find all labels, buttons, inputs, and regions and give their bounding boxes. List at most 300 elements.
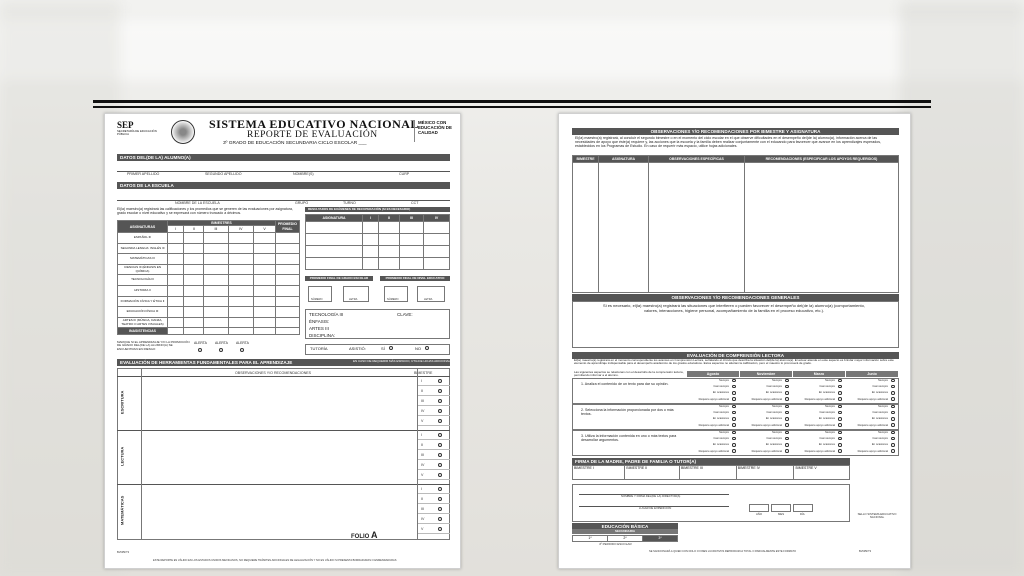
- grade-cell[interactable]: [204, 233, 228, 244]
- reading-level-label: Casi siempre: [713, 385, 729, 389]
- reading-item: 1. Analiza el contenido de un texto para dar su opinión.: [581, 382, 669, 386]
- grade-cell[interactable]: [254, 296, 276, 307]
- reading-level-radio[interactable]: [732, 423, 736, 427]
- recovery-table: [305, 214, 450, 270]
- recovery-period: II: [379, 215, 399, 222]
- year-box: [749, 504, 769, 512]
- reading-level-radio[interactable]: [785, 443, 789, 447]
- reading-level-label: Siempre: [718, 431, 729, 434]
- alert-2: ALERTA: [215, 341, 228, 345]
- tools-bim-label: II: [421, 389, 423, 393]
- reading-level-label: Requiere apoyo adicional: [857, 449, 888, 453]
- reading-level-label: Casi siempre: [872, 411, 888, 415]
- field-label-curp: CURP: [399, 172, 410, 176]
- enfasis-label: ÉNFASIS:: [309, 319, 330, 324]
- student-section-title: DATOS DEL(DE LA) ALUMNO(A): [117, 154, 450, 161]
- grade-cell[interactable]: [276, 264, 300, 275]
- tech-label: TECNOLOGÍA III: [309, 312, 344, 317]
- recovery-period: I: [363, 215, 379, 222]
- tools-title: EVALUACIÓN DE HERRAMIENTAS FUNDAMENTALES PARA EL APRENDIZAJE: [117, 359, 450, 366]
- table-row: [118, 275, 300, 286]
- alert-checkbox[interactable]: [240, 348, 244, 352]
- sig-bim: BIMESTRE III: [679, 466, 736, 480]
- recovery-col: ASIGNATURA: [306, 215, 363, 222]
- field-label-cct: CCT: [411, 201, 419, 205]
- table-row: [118, 233, 300, 244]
- absences-label: INASISTENCIAS: [118, 328, 168, 335]
- reading-level-label: Requiere apoyo adicional: [751, 423, 782, 427]
- reading-level-radio[interactable]: [732, 417, 736, 421]
- calidad-logo: [414, 120, 454, 142]
- reading-month: Noviembre: [740, 371, 792, 377]
- reading-level-label: Casi siempre: [713, 437, 729, 441]
- grade-cell[interactable]: [276, 285, 300, 296]
- reading-level-radio[interactable]: [785, 391, 789, 395]
- tools-bim-radio[interactable]: [438, 527, 442, 531]
- tools-bim-radio[interactable]: [438, 443, 442, 447]
- reading-level-label: Requiere apoyo adicional: [751, 449, 782, 453]
- calidad-logo-text: MÉXICO CON EDUCACIÓN DE CALIDAD: [418, 120, 452, 136]
- obs-section-text: El(la) maestro(a) registrará, al concluir el segundo bimestre o en el momento del ciclo escolar en el que observe dificultades en el desempeño del(de la) alumno(a), información acerca de las necesidades de apoyo que éste(a) requiere y, las acciones que la escuela y la familia deben realizar conjuntamente con el educando para favorecer que avance en los aprendizajes esperados, establecidos en los Programas de Estudio. En caso de requerir más espacio, utilice hojas adicionales.: [575, 136, 881, 149]
- reading-level-radio[interactable]: [785, 417, 789, 421]
- reading-level-radio[interactable]: [785, 431, 789, 435]
- reading-level-radio[interactable]: [891, 423, 895, 427]
- reading-level-radio[interactable]: [891, 397, 895, 401]
- grade-cell[interactable]: [254, 317, 276, 328]
- basic-grades: [572, 535, 678, 542]
- right-page: [558, 113, 911, 569]
- basic-grade: 1º: [573, 536, 608, 542]
- grade-cell[interactable]: [228, 285, 254, 296]
- basic-title: EDUCACIÓN BÁSICA: [572, 523, 678, 530]
- reading-level-radio[interactable]: [838, 449, 842, 453]
- tools-bim-radio[interactable]: [438, 409, 442, 413]
- promedio-nivel-label: PROMEDIO FINAL DE NIVEL EDUCATIVO: [380, 276, 450, 281]
- field-label-turno: TURNO: [343, 201, 356, 205]
- reading-level-radio[interactable]: [891, 449, 895, 453]
- grade-cell[interactable]: [254, 307, 276, 318]
- grade-cell[interactable]: [276, 296, 300, 307]
- field-label-grupo: GRUPO: [295, 201, 309, 205]
- table-row: [118, 254, 300, 265]
- tools-row-line: [417, 385, 450, 386]
- month-box: [771, 504, 791, 512]
- tools-section-divider: [117, 376, 450, 377]
- table-row: [118, 243, 300, 254]
- asistio-label: ASISTIÓ:: [349, 346, 366, 351]
- basic-sub: SECUNDARIA: [572, 529, 678, 534]
- reading-level-label: Siempre: [771, 405, 782, 408]
- reading-level-label: En ocasiones: [712, 443, 729, 447]
- disciplina-label: DISCIPLINA:: [309, 333, 336, 338]
- tools-section-label: LECTURA: [119, 446, 125, 466]
- grado-letra-label: LETRA: [349, 298, 358, 301]
- grade-cell[interactable]: [276, 233, 300, 244]
- reading-level-radio[interactable]: [838, 443, 842, 447]
- reading-level-label: Casi siempre: [713, 411, 729, 415]
- reading-level-radio[interactable]: [838, 431, 842, 435]
- tools-note: EN CASO DE REQUERIR MÁS ESPACIO, UTILICE HOJAS ADICIONALES: [353, 359, 455, 363]
- subject-name: TECNOLOGÍA III: [118, 275, 168, 286]
- grade-cell[interactable]: [168, 307, 184, 318]
- reading-level-radio[interactable]: [732, 379, 736, 383]
- reading-level-radio[interactable]: [838, 379, 842, 383]
- place-label: LUGAR DE EXPEDICIÓN: [639, 506, 672, 510]
- grade-cell[interactable]: [204, 243, 228, 254]
- reading-level-radio[interactable]: [785, 423, 789, 427]
- alert-checkbox[interactable]: [198, 348, 202, 352]
- reading-level-label: En ocasiones: [712, 391, 729, 395]
- tools-bim-radio[interactable]: [438, 473, 442, 477]
- recovery-period: IV: [424, 215, 450, 222]
- reading-level-label: Casi siempre: [819, 385, 835, 389]
- reading-level-label: Siempre: [824, 379, 835, 382]
- reading-level-label: Siempre: [718, 405, 729, 408]
- reading-level-label: En ocasiones: [871, 391, 888, 395]
- reading-level-label: En ocasiones: [712, 417, 729, 421]
- tools-bim-radio[interactable]: [438, 453, 442, 457]
- grade-cell[interactable]: [276, 243, 300, 254]
- grade-cell[interactable]: [204, 275, 228, 286]
- grade-line: 3º GRADO DE EDUCACIÓN SECUNDARIA CICLO ESCOLAR ___: [223, 141, 367, 146]
- field-label-nombres: NOMBRE(S): [293, 172, 314, 176]
- sig-bim: BIMESTRE IV: [736, 466, 794, 480]
- reading-level-radio[interactable]: [891, 417, 895, 421]
- grade-cell[interactable]: [184, 233, 204, 244]
- general-text: Si es necesario, el(la) maestro(a) registrará las situaciones que interfieren o pueden favorecer el desempeño del(de la) alumno(a) (comportamiento, valores, interacciones, higiene personal, acompañamiento de la familia en el proceso educativo, etc.).: [603, 303, 865, 313]
- reading-level-radio[interactable]: [891, 379, 895, 383]
- tools-row-line: [417, 415, 450, 416]
- reading-level-radio[interactable]: [785, 405, 789, 409]
- grade-cell[interactable]: [276, 317, 300, 328]
- tutoria-si-radio[interactable]: [389, 346, 393, 350]
- reading-text: El(la) maestro(a) registrará en el momento correspondiente los avances en Comprensión Lectora, señalando el círculo que describa la situación del(de la) alumno(a). El actuar atiende en este aspecto es brindar mayor información sobre este elemento de aprendizaje indispensable para el desempeño académico de los grados educativos. Estos aspectos no afectan la calificación, pero el maestro lo promoverá de grado.: [574, 358, 894, 366]
- reading-level-label: Siempre: [824, 405, 835, 408]
- tools-section-label: MATEMÁTICAS: [119, 495, 125, 525]
- reading-month: Junio: [846, 371, 898, 377]
- grade-cell[interactable]: [184, 285, 204, 296]
- reading-level-radio[interactable]: [838, 397, 842, 401]
- reading-level-label: Siempre: [877, 379, 888, 382]
- reading-level-radio[interactable]: [838, 417, 842, 421]
- reading-level-radio[interactable]: [785, 397, 789, 401]
- table-row: [118, 285, 300, 296]
- day-label: DÍA: [800, 512, 805, 516]
- right-footer-code: BL535FT3: [859, 550, 872, 553]
- tools-bim-radio[interactable]: [438, 399, 442, 403]
- reading-note: Las siguientes aspectos se relacionan con el desarrollo de la comprensión lectora, permitiendo informar a el alumno.: [574, 370, 684, 378]
- artes-label: ARTES III: [309, 326, 329, 331]
- school-section-title: DATOS DE LA ESCUELA: [117, 182, 450, 189]
- reading-level-label: Requiere apoyo adicional: [698, 397, 729, 401]
- reading-level-radio[interactable]: [785, 379, 789, 383]
- reading-level-radio[interactable]: [732, 431, 736, 435]
- reading-level-label: En ocasiones: [871, 443, 888, 447]
- grade-cell[interactable]: [168, 285, 184, 296]
- grade-cell[interactable]: [254, 275, 276, 286]
- reading-title: EVALUACIÓN DE COMPRENSIÓN LECTORA: [572, 352, 899, 359]
- tools-row-line: [417, 503, 450, 504]
- bim-head: V: [254, 226, 276, 233]
- tools-bim-label: IV: [421, 409, 425, 413]
- reading-level-label: Requiere apoyo adicional: [698, 449, 729, 453]
- grade-cell[interactable]: [228, 254, 254, 265]
- director-box: [572, 484, 850, 522]
- grade-cell[interactable]: [228, 243, 254, 254]
- field-label-apellido2: SEGUNDO APELLIDO: [205, 172, 242, 176]
- month-label: MES: [778, 512, 785, 516]
- subject-name: ARTES III (MÚSICA, DANZA, TEATRO O ARTES VISUALES): [118, 317, 168, 328]
- reading-level-label: Siempre: [718, 379, 729, 382]
- subject-name: SEGUNDA LENGUA: INGLÉS III: [118, 243, 168, 254]
- tools-row-line: [417, 493, 450, 494]
- tools-bim-label: III: [421, 399, 424, 403]
- subject-name: HISTORIA II: [118, 285, 168, 296]
- reading-level-label: Requiere apoyo adicional: [698, 423, 729, 427]
- reading-level-radio[interactable]: [732, 449, 736, 453]
- tools-row-line: [417, 395, 450, 396]
- footer-text: ESTE REPORTE ES VÁLIDO EN LOS ESTADOS UNIDOS MEXICANOS, NO REQUIERE TRÁMITES ADICIONALES DE LEGALIZACIÓN Y NO ES VÁLIDO SI PRESENTA BORRADURAS O ENMENDADURAS: [153, 559, 397, 562]
- reading-level-label: Casi siempre: [872, 437, 888, 441]
- grade-cell[interactable]: [168, 233, 184, 244]
- grade-cell[interactable]: [204, 307, 228, 318]
- coat-of-arms-icon: [171, 120, 195, 144]
- reading-item: 3. Utiliza la información contenida en uno o más textos para desarrollar argumentos.: [581, 434, 677, 443]
- grade-cell[interactable]: [168, 275, 184, 286]
- grade-cell[interactable]: [184, 307, 204, 318]
- tutoria-no-radio[interactable]: [425, 346, 429, 350]
- school-field-line: [117, 200, 450, 201]
- subject-name: CIENCIAS III (ÉNFASIS EN QUÍMICA): [118, 264, 168, 275]
- subject-name: FORMACIÓN CÍVICA Y ÉTICA II: [118, 296, 168, 307]
- reading-level-label: Siempre: [771, 379, 782, 382]
- reading-level-radio[interactable]: [785, 449, 789, 453]
- grade-cell[interactable]: [276, 307, 300, 318]
- grade-cell[interactable]: [204, 317, 228, 328]
- basic-grade: 3º: [643, 536, 678, 542]
- sig-bim: BIMESTRE II: [625, 466, 680, 480]
- grade-cell[interactable]: [204, 285, 228, 296]
- reading-level-radio[interactable]: [891, 431, 895, 435]
- reading-level-radio[interactable]: [838, 405, 842, 409]
- grade-cell[interactable]: [228, 317, 254, 328]
- nivel-numero-label: NÚMERO: [387, 298, 399, 301]
- alert-checkbox[interactable]: [219, 348, 223, 352]
- basic-period: 4º PERIODO ESCOLAR: [599, 542, 632, 546]
- tools-col-obs: OBSERVACIONES Y/O RECOMENDACIONES: [235, 371, 312, 375]
- recovery-period: III: [399, 215, 423, 222]
- left-page: [104, 113, 461, 569]
- reading-level-label: En ocasiones: [765, 443, 782, 447]
- tools-bim-label: I: [421, 379, 422, 383]
- tools-row-line: [417, 425, 450, 426]
- reading-level-label: Casi siempre: [766, 411, 782, 415]
- tools-col-divider: [417, 368, 418, 540]
- reading-level-radio[interactable]: [732, 405, 736, 409]
- tools-section-divider: [117, 430, 450, 431]
- tools-row-line: [417, 439, 450, 440]
- grade-cell[interactable]: [168, 254, 184, 265]
- tools-row-line: [417, 513, 450, 514]
- tools-bim-label: IV: [421, 463, 425, 467]
- clave-label: CLAVE:: [397, 312, 413, 317]
- tools-col-bim: BIMESTRE: [414, 371, 433, 375]
- grade-cell[interactable]: [184, 243, 204, 254]
- tools-bim-label: I: [421, 487, 422, 491]
- reading-level-label: En ocasiones: [871, 417, 888, 421]
- reading-level-label: Casi siempre: [766, 385, 782, 389]
- tools-bim-radio[interactable]: [438, 487, 442, 491]
- reading-month: Agosto: [687, 371, 739, 377]
- sep-label: SEP: [117, 120, 134, 130]
- recovery-title: RESULTADOS DE EXÁMENES DE RECUPERACIÓN (SI ES NECESARIO): [305, 207, 450, 212]
- grade-cell[interactable]: [254, 243, 276, 254]
- subject-name: EDUCACIÓN FÍSICA III: [118, 307, 168, 318]
- tools-section-label: ESCRITURA: [119, 390, 125, 414]
- sep-logo: [117, 120, 157, 136]
- grade-cell[interactable]: [254, 264, 276, 275]
- reading-level-label: Siempre: [771, 431, 782, 434]
- reading-level-label: Siempre: [877, 431, 888, 434]
- tools-bim-label: IV: [421, 517, 425, 521]
- tools-bim-label: V: [421, 419, 424, 423]
- general-title: OBSERVACIONES Y/O RECOMENDACIONES GENERALES: [572, 294, 899, 301]
- tools-bim-radio[interactable]: [438, 497, 442, 501]
- grade-cell[interactable]: [204, 296, 228, 307]
- reading-level-radio[interactable]: [891, 391, 895, 395]
- form-title: SISTEMA EDUCATIVO NACIONAL: [209, 117, 419, 131]
- tools-table: [117, 368, 450, 540]
- grade-cell[interactable]: [184, 264, 204, 275]
- reading-level-label: Casi siempre: [872, 385, 888, 389]
- tools-bim-radio[interactable]: [438, 517, 442, 521]
- grade-cell[interactable]: [184, 317, 204, 328]
- grade-cell[interactable]: [168, 296, 184, 307]
- grade-cell[interactable]: [254, 233, 276, 244]
- grade-cell[interactable]: [276, 254, 300, 265]
- grade-cell[interactable]: [276, 275, 300, 286]
- grade-cell[interactable]: [184, 296, 204, 307]
- grade-cell[interactable]: [184, 275, 204, 286]
- tools-row-line: [417, 533, 450, 534]
- alert-1: ALERTA: [194, 341, 207, 345]
- sig-bim: BIMESTRE I: [573, 466, 625, 480]
- tools-bim-radio[interactable]: [438, 379, 442, 383]
- reading-level-label: En ocasiones: [765, 417, 782, 421]
- reading-level-radio[interactable]: [891, 405, 895, 409]
- reading-month: Marzo: [793, 371, 845, 377]
- grade-cell[interactable]: [228, 275, 254, 286]
- tools-bim-radio[interactable]: [438, 463, 442, 467]
- bim-head: II: [184, 226, 204, 233]
- grade-cell[interactable]: [228, 296, 254, 307]
- tools-bim-radio[interactable]: [438, 389, 442, 393]
- sep-sub: SECRETARÍA DE EDUCACIÓN PÚBLICA: [117, 129, 157, 137]
- top-rule: [93, 100, 931, 103]
- grade-cell[interactable]: [254, 285, 276, 296]
- tools-section-divider: [117, 484, 450, 485]
- grade-cell[interactable]: [228, 264, 254, 275]
- reading-level-label: En ocasiones: [765, 391, 782, 395]
- signature-table: [572, 465, 850, 480]
- reading-level-radio[interactable]: [838, 423, 842, 427]
- reading-level-radio[interactable]: [732, 397, 736, 401]
- tutoria-no: NO: [415, 346, 421, 351]
- reading-level-label: Requiere apoyo adicional: [751, 397, 782, 401]
- reading-level-radio[interactable]: [838, 391, 842, 395]
- top-rule-2: [93, 106, 931, 108]
- reading-item: 2. Selecciona la información proporcionada por dos o más textos.: [581, 408, 674, 417]
- reading-level-label: Requiere apoyo adicional: [857, 423, 888, 427]
- reading-level-radio[interactable]: [732, 443, 736, 447]
- col-bimestres: BIMESTRES: [168, 221, 276, 226]
- tools-bim-label: II: [421, 443, 423, 447]
- tools-bim-label: V: [421, 473, 424, 477]
- grade-cell[interactable]: [204, 254, 228, 265]
- grade-cell[interactable]: [168, 264, 184, 275]
- tools-bim-label: III: [421, 507, 424, 511]
- year-label: AÑO: [756, 512, 763, 516]
- tools-bim-label: V: [421, 527, 424, 531]
- grade-cell[interactable]: [254, 254, 276, 265]
- right-footer-text: SE SANCIONARÁ A QUIEN CON DOLO O FINES LUCRATIVOS REPRODUZCA TOTAL O PARCIALMENTE ESTE FORMATO: [649, 550, 797, 553]
- grade-cell[interactable]: [168, 317, 184, 328]
- promedio-grado-label: PROMEDIO FINAL DE GRADO ESCOLAR: [305, 276, 373, 281]
- form-subtitle: REPORTE DE EVALUACIÓN: [247, 130, 378, 140]
- day-box: [793, 504, 813, 512]
- basic-grade: 2º: [608, 536, 643, 542]
- alert-text: MARQUE SI EL APRENDIZAJE Y/O LA PROMOCIÓN DE GRADO DEL(DE LA) ALUMNO(A) SE ENCUENTRAN EN RIESGO: [117, 340, 190, 351]
- table-row: [118, 296, 300, 307]
- reading-level-label: Casi siempre: [819, 411, 835, 415]
- tools-bim-label: II: [421, 497, 423, 501]
- footer-code: BL535FT3: [117, 551, 130, 554]
- col-subjects: ASIGNATURAS: [118, 221, 168, 233]
- bim-head: III: [204, 226, 228, 233]
- tools-bim-radio[interactable]: [438, 507, 442, 511]
- tools-bim-label: I: [421, 433, 422, 437]
- subject-name: MATEMÁTICAS III: [118, 254, 168, 265]
- reading-level-radio[interactable]: [891, 443, 895, 447]
- tools-row-line: [417, 523, 450, 524]
- grade-cell[interactable]: [184, 254, 204, 265]
- reading-level-label: Casi siempre: [766, 437, 782, 441]
- grade-cell[interactable]: [228, 307, 254, 318]
- reading-level-label: Requiere apoyo adicional: [804, 449, 835, 453]
- tools-col-divider: [141, 368, 142, 540]
- reading-level-label: En ocasiones: [818, 417, 835, 421]
- tools-bim-radio[interactable]: [438, 433, 442, 437]
- tools-row-line: [417, 449, 450, 450]
- obs-table: [572, 155, 899, 293]
- field-label-school: NOMBRE DE LA ESCUELA: [175, 201, 220, 205]
- obs-col-bimestre: BIMESTRE: [573, 156, 599, 163]
- tools-row-line: [417, 405, 450, 406]
- grade-cell[interactable]: [168, 243, 184, 254]
- grade-cell[interactable]: [228, 233, 254, 244]
- reading-level-radio[interactable]: [732, 391, 736, 395]
- tools-bim-radio[interactable]: [438, 419, 442, 423]
- col-final: PROMEDIO FINAL: [276, 221, 300, 233]
- tools-row-line: [417, 469, 450, 470]
- alert-3: ALERTA: [236, 341, 249, 345]
- sig-bim: BIMESTRE V: [794, 466, 850, 480]
- reading-level-label: En ocasiones: [818, 391, 835, 395]
- tools-row-line: [417, 479, 450, 480]
- tools-row-line: [417, 459, 450, 460]
- table-row: [118, 264, 300, 275]
- grade-cell[interactable]: [204, 264, 228, 275]
